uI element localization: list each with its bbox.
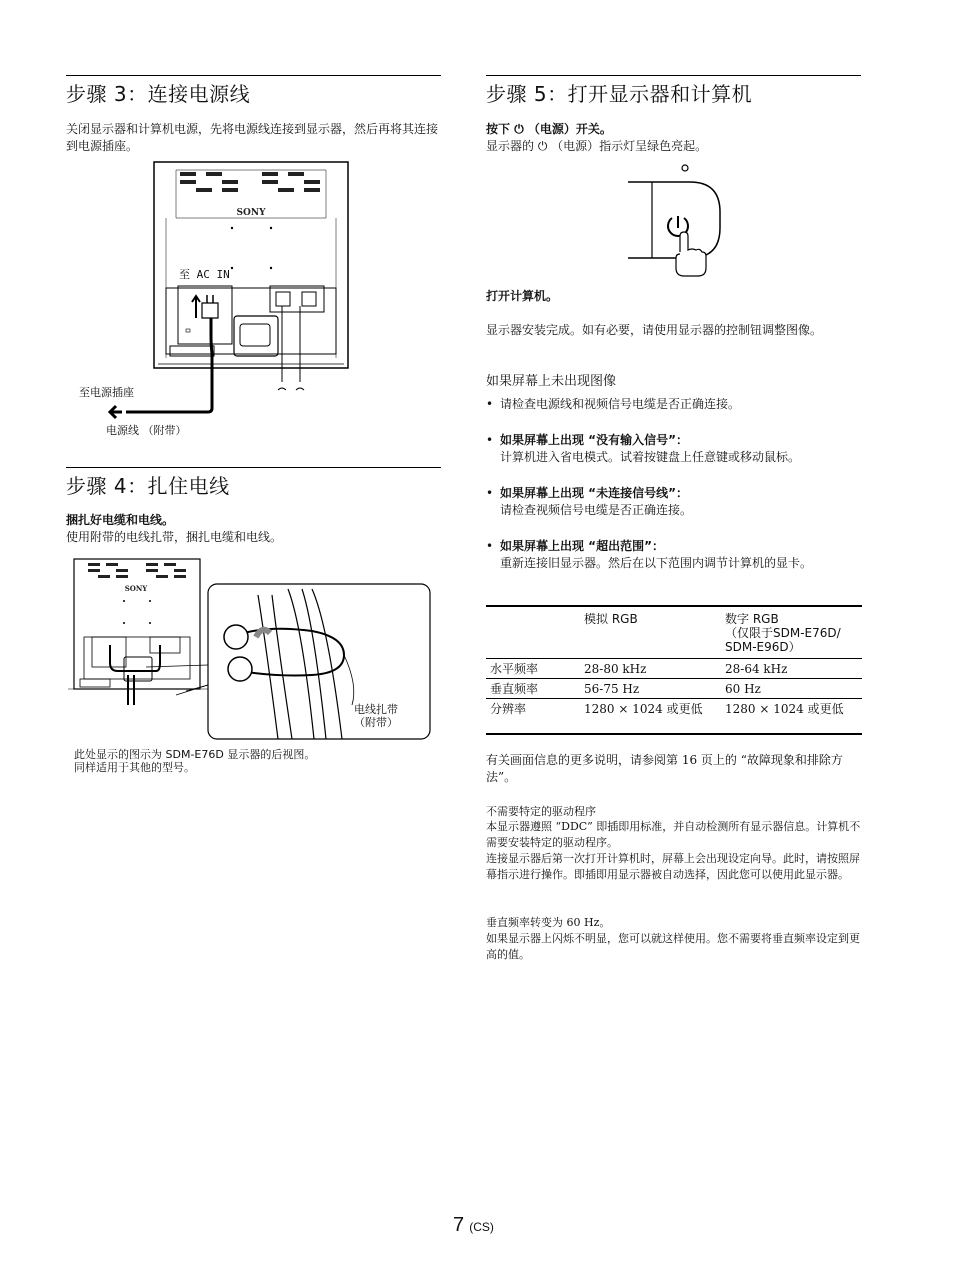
figure-caption-line2: 同样适用于其他的型号。 (74, 761, 195, 774)
bullet-2-text: 计算机进入省电模式。试着按键盘上任意键或移动鼠标。 (500, 450, 801, 464)
table-header-digital: 数字 RGB （仅限于SDM-E76D/ SDM-E96D） (725, 612, 841, 654)
power-switch-figure (620, 160, 730, 280)
table-cell: 分辨率 (486, 699, 580, 719)
setup-done: 显示器安装完成。如有必要，请使用显示器的控制钮调整图像。 (486, 323, 823, 337)
computer-on: 打开计算机。 (486, 289, 559, 303)
step4-body: 使用附带的电线扎带，捆扎电缆和电线。 (66, 530, 283, 544)
bullet-4-text: 重新连接旧显示器。然后在以下范围内调节计算机的显卡。 (500, 556, 813, 570)
step3-body: 关闭显示器和计算机电源，先将电源线连接到显示器，然后再将其连接到电源插座。 (66, 122, 439, 153)
table-bottom-rule (486, 733, 862, 735)
table-row (486, 699, 862, 719)
table-cell: 28-64 kHz (721, 659, 862, 679)
indicator-post: （电源）指示灯呈绿色亮起。 (551, 139, 708, 153)
bullet-4-head: 如果屏幕上出现 “超出范围”： (500, 539, 664, 553)
bullet-2: • 如果屏幕上出现 “没有输入信号”： 计算机进入省电模式。试着按键盘上任意键或移动鼠标。 (486, 432, 866, 466)
more-info: 有关画面信息的更多说明，请参阅第 16 页上的 “故障现象和排除方法”。 (486, 753, 843, 784)
table-header-cell (721, 609, 862, 659)
bullet-1: • 请检查电源线和视频信号电缆是否正确连接。 (486, 396, 866, 413)
indicator-pre: 显示器的 (486, 139, 535, 153)
driver-p3: 垂直频率转变为 60 Hz。 (486, 916, 611, 929)
sony-logo: SONY (236, 208, 266, 218)
table-header-cell: 模拟 RGB (584, 612, 638, 626)
driver-p2: 连接显示器后第一次打开计算机时，屏幕上会出现设定向导。此时，请按照屏幕指示进行操作。即插即用显示器被自动选择，因此您可以使用此显示器。 (486, 852, 860, 881)
table-cell: 1280 × 1024 或更低 (721, 699, 862, 719)
table-row (486, 679, 862, 699)
table-cell: 28-80 kHz (580, 659, 721, 679)
step3-title: 步骤 3：连接电源线 (66, 82, 251, 106)
bullet-3-text: 请检查视频信号电缆是否正确连接。 (500, 503, 693, 517)
table-header-cell (486, 609, 580, 659)
table-cell: 垂直频率 (486, 679, 580, 699)
cable-tie-figure (66, 555, 436, 745)
step4-title: 步骤 4：扎住电线 (66, 474, 230, 498)
driver-p4: 如果显示器上闪烁不明显，您可以就这样使用。您不需要将垂直频率设定到更高的值。 (486, 932, 860, 961)
table-cell: 1280 × 1024 或更低 (580, 699, 721, 719)
bullet-1-text: 请检查电源线和视频信号电缆是否正确连接。 (500, 397, 741, 411)
table-cell: 水平频率 (486, 659, 580, 679)
tie-label-2: （附带） (354, 716, 398, 729)
press-pre: 按下 (486, 122, 511, 136)
driver-p1: 本显示器遵照 “DDC” 即插即用标准，并自动检测所有显示器信息。计算机不需要安装特定的驱动程序。 (486, 820, 861, 849)
step5-rule (486, 75, 861, 76)
page-number-value: 7 (453, 1214, 465, 1236)
step5-indicator (486, 138, 707, 155)
step4-lead: 捆扎好电缆和电线。 (66, 513, 175, 527)
table-top-rule (486, 605, 862, 607)
power-symbol-icon: ⏻ (514, 122, 524, 136)
table-cell: 60 Hz (721, 679, 862, 699)
step5-title: 步骤 5：打开显示器和计算机 (486, 82, 753, 106)
table-row (486, 659, 862, 679)
page-number (453, 1214, 494, 1237)
noimage-title: 如果屏幕上未出现图像 (486, 374, 617, 389)
figure-caption-line1: 此处显示的图示为 SDM-E76D 显示器的后视图。 (74, 748, 316, 761)
bullet-3-head: 如果屏幕上出现 “未连接信号线”： (500, 486, 688, 500)
step3-rule (66, 75, 441, 76)
outlet-label: 至电源插座 (79, 386, 134, 399)
power-symbol-icon: ⏻ (537, 139, 548, 153)
table-cell: 56-75 Hz (580, 679, 721, 699)
step5-press (486, 121, 612, 138)
frequency-table (486, 609, 862, 718)
bullet-3: • 如果屏幕上出现 “未连接信号线”： 请检查视频信号电缆是否正确连接。 (486, 485, 866, 519)
press-post: （电源）开关。 (527, 122, 612, 136)
tie-label-1: 电线扎带 (354, 703, 398, 716)
bullet-2-head: 如果屏幕上出现 “没有输入信号”： (500, 433, 688, 447)
step4-rule (66, 467, 441, 468)
table-header-row (486, 609, 862, 659)
driver-title: 不需要特定的驱动程序 (486, 805, 596, 818)
power-cord-figure (66, 158, 366, 443)
bullet-4: • 如果屏幕上出现 “超出范围”： 重新连接旧显示器。然后在以下范围内调节计算机的显卡。 (486, 538, 866, 572)
sony-logo-small: SONY (124, 584, 148, 593)
ac-in-label: 至 AC IN (179, 268, 230, 281)
cord-label: 电源线 （附带） (106, 424, 187, 437)
page-number-suffix: (CS) (469, 1220, 494, 1234)
